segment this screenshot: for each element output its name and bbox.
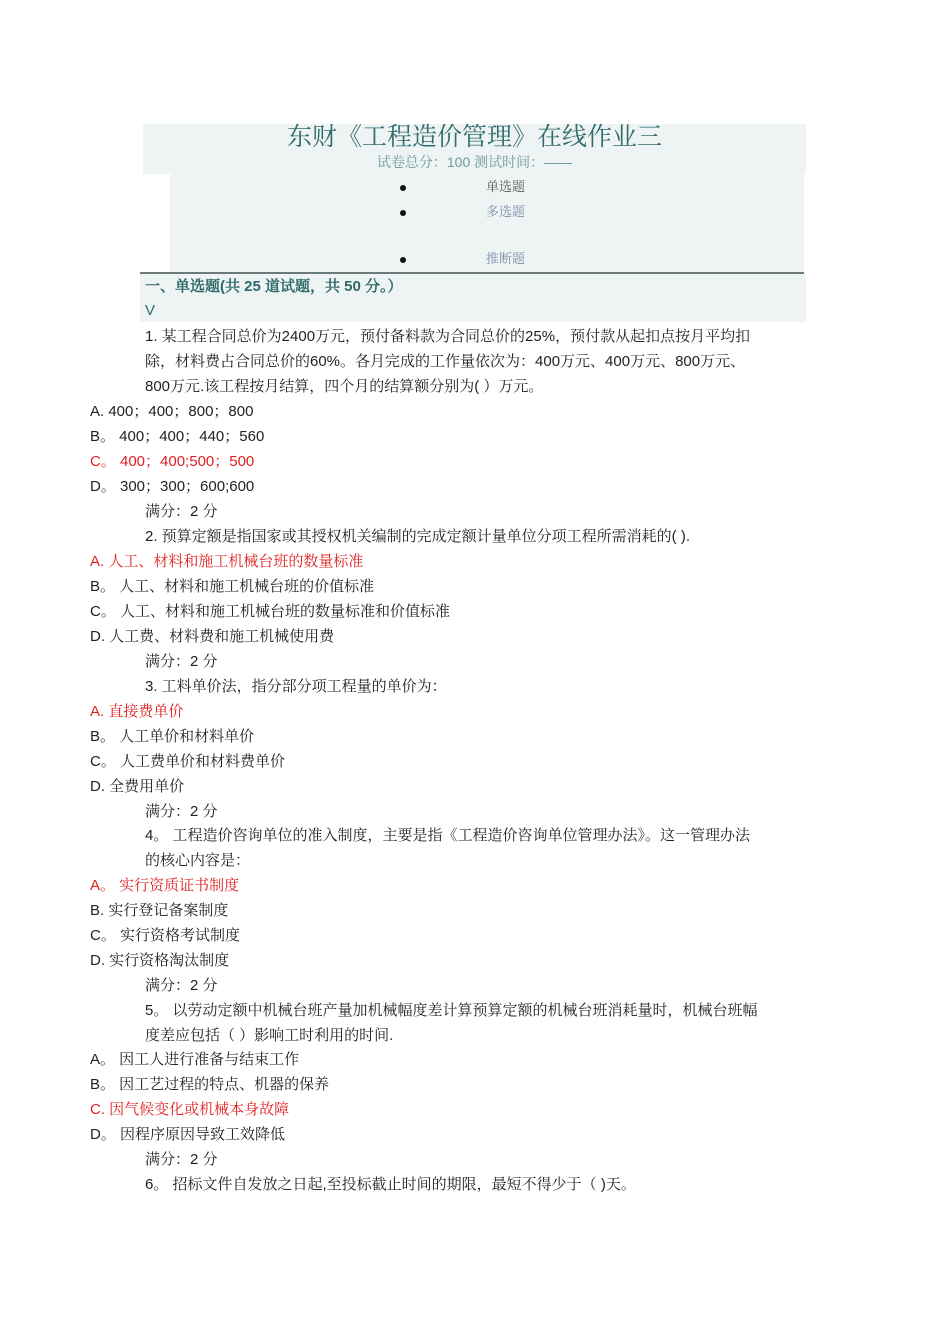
- question-text: 除，材料费占合同总价的60%。各月完成的工作量依次为：400万元、400万元、800万元、: [145, 353, 746, 370]
- page-subtitle: 试卷总分：100 测试时间：——: [376, 154, 573, 170]
- section-title: 一、单选题(共 25 道试题，共 50 分。）: [145, 278, 403, 295]
- option-b[interactable]: B. 实行登记备案制度: [90, 902, 229, 919]
- option-c[interactable]: C。 人工、材料和施工机械台班的数量标准和价值标准: [90, 603, 451, 620]
- question-text: 度差应包括（ ）影响工时利用的时间.: [145, 1027, 394, 1044]
- option-d[interactable]: D. 全费用单价: [90, 778, 185, 795]
- option-b[interactable]: B。 400；400；440；560: [90, 428, 265, 445]
- option-a-correct[interactable]: A. 直接费单价: [90, 703, 184, 720]
- question-text: 4。 工程造价咨询单位的准入制度，主要是指《工程造价咨询单位管理办法》。这一管理办法: [145, 827, 751, 844]
- menu-item-label: 推断题: [486, 251, 526, 266]
- option-d[interactable]: D. 人工费、材料费和施工机械使用费: [90, 628, 335, 645]
- question-score: 满分：2 分: [145, 977, 218, 994]
- menu-item-multi-choice[interactable]: [400, 203, 525, 221]
- option-c[interactable]: C。 人工费单价和材料费单价: [90, 753, 286, 770]
- page-title: 东财《工程造价管理》在线作业三: [286, 123, 662, 151]
- menu-item-label: 多选题: [486, 204, 526, 219]
- option-d[interactable]: D. 实行资格淘汰制度: [90, 952, 230, 969]
- question-text: 3. 工料单价法，指分部分项工程量的单价为：: [145, 678, 447, 695]
- option-c-correct[interactable]: C。 400；400;500；500: [90, 453, 255, 470]
- option-a[interactable]: A。 因工人进行准备与结束工作: [90, 1051, 300, 1068]
- bullet-icon: [400, 210, 406, 216]
- option-d[interactable]: D。 因程序原因导致工效降低: [90, 1126, 286, 1143]
- question-score: 满分：2 分: [145, 653, 218, 670]
- question-text: 的核心内容是：: [145, 852, 251, 869]
- option-c-correct[interactable]: C. 因气候变化或机械本身故障: [90, 1101, 290, 1118]
- question-text: 1. 某工程合同总价为2400万元，预付备料款为合同总价的25%，预付款从起扣点按月平均扣: [145, 328, 751, 345]
- menu-item-judgement[interactable]: [400, 250, 525, 268]
- bullet-icon: [400, 185, 406, 191]
- question-text: 5。 以劳动定额中机械台班产量加机械幅度差计算预算定额的机械台班消耗量时，机械台班幅: [145, 1002, 758, 1019]
- option-b[interactable]: B。 人工、材料和施工机械台班的价值标准: [90, 578, 375, 595]
- question-text: 800万元.该工程按月结算，四个月的结算额分别为( ）万元。: [145, 378, 544, 395]
- option-b[interactable]: B。 人工单价和材料单价: [90, 728, 255, 745]
- question-text: 6。 招标文件自发放之日起,至投标截止时间的期限，最短不得少于（ )天。: [145, 1176, 636, 1193]
- question-text: 2. 预算定额是指国家或其授权机关编制的完成定额计量单位分项工程所需消耗的( ).: [145, 528, 691, 545]
- question-score: 满分：2 分: [145, 803, 218, 820]
- bullet-icon: [400, 257, 406, 263]
- option-a[interactable]: A. 400；400；800；800: [90, 403, 254, 420]
- menu-item-label: 单选题: [486, 179, 526, 194]
- option-d[interactable]: D。 300；300；600;600: [90, 478, 255, 495]
- section-toggle[interactable]: V: [145, 302, 156, 319]
- option-c[interactable]: C。 实行资格考试制度: [90, 927, 241, 944]
- question-score: 满分：2 分: [145, 1151, 218, 1168]
- menu-item-single-choice[interactable]: [400, 178, 525, 196]
- option-b[interactable]: B。 因工艺过程的特点、机器的保养: [90, 1076, 330, 1093]
- option-a-correct[interactable]: A. 人工、材料和施工机械台班的数量标准: [90, 553, 364, 570]
- question-score: 满分：2 分: [145, 503, 218, 520]
- option-a-correct[interactable]: A。 实行资质证书制度: [90, 877, 240, 894]
